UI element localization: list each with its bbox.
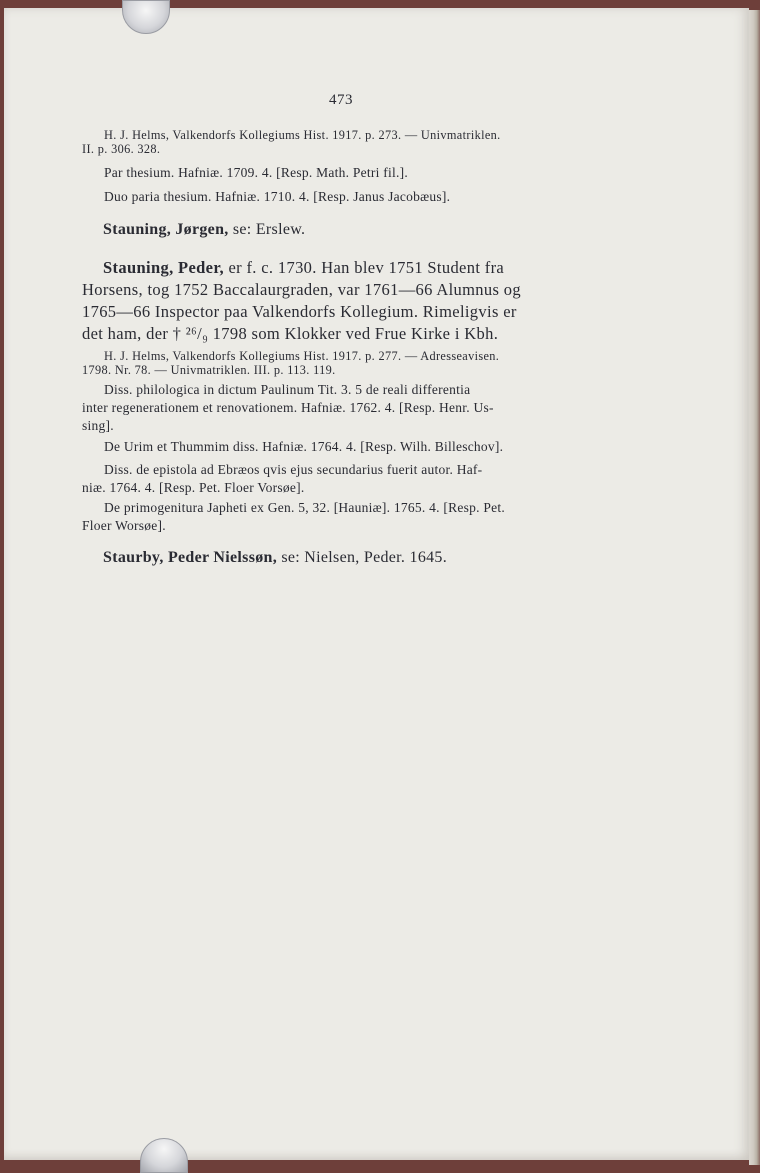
entry-heading [103, 549, 447, 567]
work-line: Diss. philologica in dictum Paulinum Tit. 3. 5 de reali differentia [104, 382, 471, 397]
bio-text: er f. c. 1730. Han blev 1751 Student fra [223, 258, 505, 277]
entry-name: Stauning, Jørgen, [103, 221, 229, 238]
reference-line: H. J. Helms, Valkendorfs Kollegiums Hist. 1917. p. 277. — Adresseavisen. [104, 349, 500, 363]
bio-line: det ham, der † ²⁶/₉ 1798 som Klokker ved Frue Kirke i Kbh. [82, 324, 499, 343]
work-line: Duo paria thesium. Hafniæ. 1710. 4. [Resp. Janus Jacobæus]. [104, 189, 451, 204]
entry-name: Staurby, Peder Nielssøn, [103, 549, 278, 566]
entry-xref: se: Erslew. [228, 221, 306, 238]
work-line: niæ. 1764. 4. [Resp. Pet. Floer Vorsøe]. [82, 480, 305, 495]
work-line: Diss. de epistola ad Ebræos qvis ejus secundarius fuerit autor. Haf- [104, 462, 483, 477]
bio-line: Horsens, tog 1752 Baccalaurgraden, var 1761—66 Alumnus og [82, 280, 521, 299]
entry-xref: se: Nielsen, Peder. 1645. [277, 549, 448, 566]
work-line: Floer Worsøe]. [82, 518, 166, 533]
work-line: De Urim et Thummim diss. Hafniæ. 1764. 4. [Resp. Wilh. Billeschov]. [104, 439, 504, 454]
work-line: De primogenitura Japheti ex Gen. 5, 32. [Hauniæ]. 1765. 4. [Resp. Pet. [104, 500, 506, 515]
reference-line: II. p. 306. 328. [82, 142, 161, 156]
work-line: Par thesium. Hafniæ. 1709. 4. [Resp. Math. Petri fil.]. [104, 165, 408, 180]
reference-line: H. J. Helms, Valkendorfs Kollegiums Hist. 1917. p. 273. — Univmatriklen. [104, 128, 501, 142]
entry-heading [103, 221, 305, 239]
bio-line: 1765—66 Inspector paa Valkendorfs Kollegium. Rimeligvis er [82, 302, 517, 321]
work-line: inter regenerationem et renovationem. Hafniæ. 1762. 4. [Resp. Henr. Us- [82, 400, 494, 415]
reference-line: 1798. Nr. 78. — Univmatriklen. III. p. 113. 119. [82, 363, 336, 377]
page-number: 473 [329, 92, 353, 108]
bio-line [103, 258, 504, 278]
entry-name: Stauning, Peder, [103, 258, 224, 277]
work-line: sing]. [82, 418, 114, 433]
